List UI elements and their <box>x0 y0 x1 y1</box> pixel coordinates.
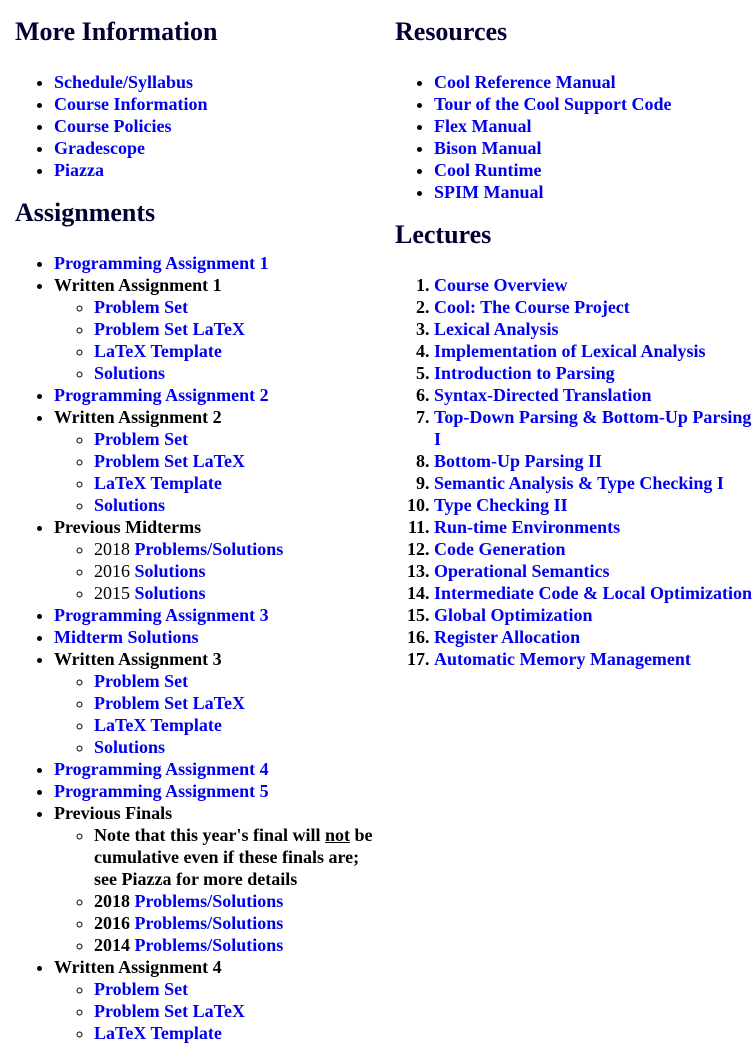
gradescope-link[interactable]: Gradescope <box>54 138 145 158</box>
midterm-solutions-link[interactable]: Midterm Solutions <box>54 627 199 647</box>
list-item <box>94 714 375 736</box>
list-item <box>94 890 375 912</box>
list-item <box>94 978 375 1000</box>
final-2016-solutions-link[interactable]: Solutions <box>212 913 284 933</box>
list-item <box>94 296 375 318</box>
written-assignment-3-label: Written Assignment 3 <box>54 649 222 669</box>
wa4-problem-set-latex-link[interactable]: Problem Set LaTeX <box>94 1001 245 1021</box>
course-information-link[interactable]: Course Information <box>54 94 208 114</box>
programming-assignment-3-link[interactable]: Programming Assignment 3 <box>54 605 269 625</box>
lecture-link[interactable]: Lexical Analysis <box>434 319 559 339</box>
list-item <box>54 71 375 93</box>
final-2014-problems-link[interactable]: Problems <box>134 935 208 955</box>
lecture-link[interactable]: Intermediate Code & Local Optimization <box>434 583 752 603</box>
lecture-item <box>434 318 754 340</box>
wa1-latex-template-link[interactable]: LaTeX Template <box>94 341 222 361</box>
list-item <box>94 582 375 604</box>
list-item <box>54 274 375 384</box>
wa3-problem-set-latex-link[interactable]: Problem Set LaTeX <box>94 693 245 713</box>
list-item <box>94 934 375 956</box>
written-assignment-3-sublist <box>54 670 375 758</box>
lecture-link[interactable]: Operational Semantics <box>434 561 610 581</box>
final-2016-problems-link[interactable]: Problems <box>134 913 208 933</box>
finals-note-end: be cumulative even if these finals are; see Piazza for more details <box>94 825 373 889</box>
resources-heading: Resources <box>395 17 508 46</box>
lecture-link[interactable]: Introduction to Parsing <box>434 363 615 383</box>
written-assignment-2-sublist <box>54 428 375 516</box>
list-item <box>54 516 375 604</box>
more-information-list <box>15 71 375 181</box>
midterm-2018-problems-link[interactable]: Problems <box>134 539 208 559</box>
lecture-link[interactable]: Syntax-Directed Translation <box>434 385 652 405</box>
list-item <box>54 780 375 802</box>
lecture-link[interactable]: Implementation of Lexical Analysis <box>434 341 706 361</box>
written-assignment-4-label: Written Assignment 4 <box>54 957 222 977</box>
lecture-link[interactable]: Top-Down Parsing & Bottom-Up Parsing I <box>434 407 752 449</box>
resources-list <box>395 71 754 203</box>
final-2014-year: 2014 <box>94 935 130 955</box>
cool-reference-manual-link[interactable]: Cool Reference Manual <box>434 72 616 92</box>
slash-separator: / <box>207 539 213 559</box>
list-item <box>94 472 375 494</box>
lecture-item <box>434 296 754 318</box>
previous-finals-label: Previous Finals <box>54 803 173 823</box>
midterm-2018-solutions-link[interactable]: Solutions <box>212 539 284 559</box>
list-item <box>54 252 375 274</box>
list-item <box>94 670 375 692</box>
previous-midterms-sublist <box>54 538 375 604</box>
lecture-item <box>434 362 754 384</box>
list-item <box>94 912 375 934</box>
list-item <box>54 93 375 115</box>
list-item <box>54 956 375 1044</box>
list-item <box>54 758 375 780</box>
list-item <box>94 538 375 560</box>
lecture-link[interactable]: Register Allocation <box>434 627 581 647</box>
list-item <box>54 159 375 181</box>
previous-midterms-label: Previous Midterms <box>54 517 202 537</box>
written-assignment-4-sublist <box>54 978 375 1044</box>
list-item <box>94 560 375 582</box>
lecture-item <box>434 340 754 362</box>
lecture-link[interactable]: Bottom-Up Parsing II <box>434 451 603 471</box>
list-item <box>54 115 375 137</box>
wa2-solutions-link[interactable]: Solutions <box>94 495 166 515</box>
written-assignment-1-label: Written Assignment 1 <box>54 275 222 295</box>
wa3-problem-set-link[interactable]: Problem Set <box>94 671 189 691</box>
wa2-problem-set-latex-link[interactable]: Problem Set LaTeX <box>94 451 245 471</box>
schedule-syllabus-link[interactable]: Schedule/Syllabus <box>54 72 194 92</box>
midterm-2016-year: 2016 <box>94 561 130 581</box>
list-item <box>54 648 375 758</box>
list-item <box>94 1022 375 1044</box>
lecture-item <box>434 406 754 450</box>
lecture-item <box>434 450 754 472</box>
previous-finals-sublist <box>54 824 375 956</box>
list-item <box>94 428 375 450</box>
lecture-link[interactable]: Semantic Analysis & Type Checking I <box>434 473 724 493</box>
programming-assignment-4-link[interactable]: Programming Assignment 4 <box>54 759 269 779</box>
list-item <box>434 159 754 181</box>
course-policies-link[interactable]: Course Policies <box>54 116 172 136</box>
slash-separator: / <box>207 913 213 933</box>
lecture-item <box>434 274 754 296</box>
list-item <box>54 406 375 516</box>
slash-separator: / <box>207 935 213 955</box>
lecture-item <box>434 494 754 516</box>
midterm-2018-year: 2018 <box>94 539 130 559</box>
list-item <box>94 450 375 472</box>
lecture-item <box>434 604 754 626</box>
lecture-item <box>434 384 754 406</box>
wa3-latex-template-link[interactable]: LaTeX Template <box>94 715 222 735</box>
lectures-heading: Lectures <box>395 220 492 249</box>
list-item <box>434 71 754 93</box>
lecture-link[interactable]: Cool: The Course Project <box>434 297 630 317</box>
final-2018-solutions-link[interactable]: Solutions <box>212 891 284 911</box>
left-column <box>15 0 375 1044</box>
written-assignment-2-label: Written Assignment 2 <box>54 407 222 427</box>
final-2014-solutions-link[interactable]: Solutions <box>212 935 284 955</box>
final-2018-year: 2018 <box>94 891 130 911</box>
midterm-2016-solutions-link[interactable]: Solutions <box>134 561 206 581</box>
final-2016-year: 2016 <box>94 913 130 933</box>
lecture-item <box>434 626 754 648</box>
written-assignment-1-sublist <box>54 296 375 384</box>
list-item <box>94 1000 375 1022</box>
list-item <box>54 604 375 626</box>
list-item <box>434 137 754 159</box>
lecture-link[interactable]: Run-time Environments <box>434 517 621 537</box>
list-item <box>54 626 375 648</box>
lecture-item <box>434 472 754 494</box>
list-item <box>94 318 375 340</box>
midterm-2015-year: 2015 <box>94 583 130 603</box>
lecture-link[interactable]: Course Overview <box>434 275 568 295</box>
wa2-latex-template-link[interactable]: LaTeX Template <box>94 473 222 493</box>
tour-cool-support-code-link[interactable]: Tour of the Cool Support Code <box>434 94 672 114</box>
lecture-link[interactable]: Code Generation <box>434 539 566 559</box>
assignments-list <box>15 252 375 1044</box>
spim-manual-link[interactable]: SPIM Manual <box>434 182 544 202</box>
lecture-item <box>434 538 754 560</box>
assignments-heading: Assignments <box>15 198 156 227</box>
wa4-problem-set-link[interactable]: Problem Set <box>94 979 189 999</box>
lecture-item <box>434 560 754 582</box>
lectures-list <box>395 274 754 670</box>
list-item <box>434 93 754 115</box>
list-item <box>54 384 375 406</box>
list-item <box>54 137 375 159</box>
cool-runtime-link[interactable]: Cool Runtime <box>434 160 542 180</box>
list-item <box>94 824 375 890</box>
list-item <box>54 802 375 956</box>
final-2018-problems-link[interactable]: Problems <box>134 891 208 911</box>
lecture-item <box>434 582 754 604</box>
midterm-2015-solutions-link[interactable]: Solutions <box>134 583 206 603</box>
more-information-heading: More Information <box>15 17 218 46</box>
list-item <box>94 494 375 516</box>
lecture-link[interactable]: Global Optimization <box>434 605 593 625</box>
bison-manual-link[interactable]: Bison Manual <box>434 138 542 158</box>
piazza-link[interactable]: Piazza <box>54 160 104 180</box>
flex-manual-link[interactable]: Flex Manual <box>434 116 532 136</box>
lecture-link[interactable]: Automatic Memory Management <box>434 649 691 669</box>
programming-assignment-5-link[interactable]: Programming Assignment 5 <box>54 781 269 801</box>
wa4-latex-template-link[interactable]: LaTeX Template <box>94 1023 222 1043</box>
wa1-solutions-link[interactable]: Solutions <box>94 363 166 383</box>
right-column <box>395 0 754 670</box>
programming-assignment-1-link[interactable]: Programming Assignment 1 <box>54 253 269 273</box>
finals-note-not: not <box>325 825 351 845</box>
lecture-link[interactable]: Type Checking II <box>434 495 568 515</box>
wa1-problem-set-latex-link[interactable]: Problem Set LaTeX <box>94 319 245 339</box>
list-item <box>94 362 375 384</box>
wa3-solutions-link[interactable]: Solutions <box>94 737 166 757</box>
wa2-problem-set-link[interactable]: Problem Set <box>94 429 189 449</box>
list-item <box>94 340 375 362</box>
slash-separator: / <box>207 891 213 911</box>
list-item <box>434 115 754 137</box>
list-item <box>94 692 375 714</box>
programming-assignment-2-link[interactable]: Programming Assignment 2 <box>54 385 269 405</box>
list-item <box>434 181 754 203</box>
wa1-problem-set-link[interactable]: Problem Set <box>94 297 189 317</box>
lecture-item <box>434 648 754 670</box>
lecture-item <box>434 516 754 538</box>
finals-note-start: Note that this year's final will <box>94 825 325 845</box>
list-item <box>94 736 375 758</box>
